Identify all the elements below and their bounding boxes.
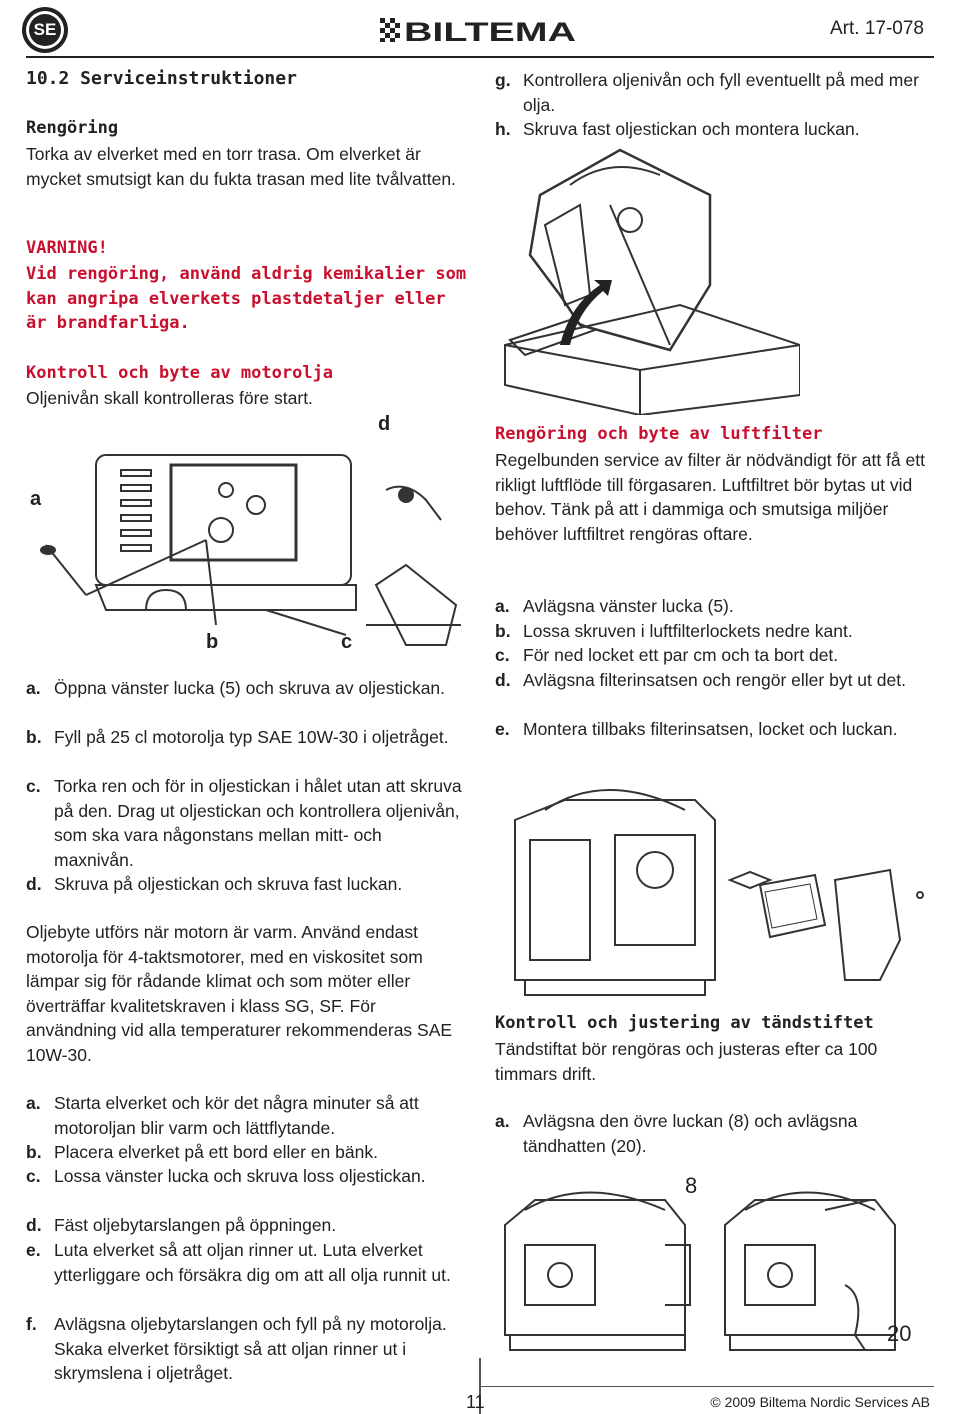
oil-check-figure xyxy=(26,410,466,660)
oil-change-step: c. Lossa vänster lucka och skruva loss oljestickan. xyxy=(26,1166,426,1186)
header-rule xyxy=(26,56,934,58)
fig-label-8: 8 xyxy=(685,1173,698,1198)
fig-label-a: a xyxy=(30,488,42,510)
airfilter-text: Regelbunden service av filter är nödvändigt för att få ett rikligt luftflöde till förgasaren. Luftfiltret bör bytas ut vid behov. Tänk på att i dammiga och smutsiga miljöer behöver luftfiltret rengöras oftare. xyxy=(495,450,925,544)
oil-step: b. Fyll på 25 cl motorolja typ SAE 10W-30 i oljetråget. xyxy=(26,727,449,747)
copyright: © 2009 Biltema Nordic Services AB xyxy=(710,1394,930,1410)
fig-label-20: 20 xyxy=(887,1321,912,1346)
airfilter-step: a. Avlägsna vänster lucka (5). xyxy=(495,596,734,616)
sparkplug-step: a. Avlägsna den övre luckan (8) och avlägsna tändhatten (20). xyxy=(495,1111,858,1156)
cleaning-text: Torka av elverket med en torr trasa. Om elverket är mycket smutsigt kan du fukta trasan med lite tvålvatten. xyxy=(26,144,456,189)
oil-change-text: Oljebyte utförs när motorn är varm. Använd endast motorolja för 4-taktsmotorer, med en viskositet som lämpar sig för rådande klimat och som möter eller överträffar kvalitetskraven i klass SG, SF. För användning vid alla temperaturer rekommenderas SAE 10W-30. xyxy=(26,922,453,1065)
page-number: 11 xyxy=(466,1392,485,1412)
oil-heading: Kontroll och byte av motorolja xyxy=(26,363,334,383)
oil-step: d. Skruva på oljestickan och skruva fast luckan. xyxy=(26,874,403,894)
oil-step: h. Skruva fast oljestickan och montera luckan. xyxy=(495,119,860,139)
airfilter-step: d. Avlägsna filterinsatsen och rengör eller byt ut det. xyxy=(495,670,906,690)
oil-intro: Oljenivån skall kontrolleras före start. xyxy=(26,388,313,408)
fig-label-d: d xyxy=(378,413,391,435)
airfilter-step: c. För ned locket ett par cm och ta bort det. xyxy=(495,645,839,665)
warning-text: Vid rengöring, använd aldrig kemikalier som kan angripa elverkets plastdetaljer eller är brandfarliga. xyxy=(26,264,467,334)
oil-change-step: f. Avlägsna oljebytarslangen och fyll på ny motorolja. Skaka elverket försiktigt så att oljan rinner ut i skrymslena i oljetråget. xyxy=(26,1314,447,1384)
fig-label-c: c xyxy=(341,631,353,653)
header xyxy=(0,0,960,62)
biltema-logo-icon xyxy=(380,16,580,44)
article-number: Art. 17-078 xyxy=(830,18,924,39)
footer-rule xyxy=(480,1386,934,1387)
sparkplug-heading: Kontroll och justering av tändstiftet xyxy=(495,1013,874,1033)
oil-step: a. Öppna vänster lucka (5) och skruva av oljestickan. xyxy=(26,678,446,698)
airfilter-step: b. Lossa skruven i luftfilterlockets nedre kant. xyxy=(495,621,853,641)
oil-step: g. Kontrollera oljenivån och fyll eventuellt på med mer olja. xyxy=(495,70,919,115)
language-label: SE xyxy=(33,20,57,39)
oil-change-step: b. Placera elverket på ett bord eller en bänk. xyxy=(26,1142,378,1162)
svg-text:BILTEMA: BILTEMA xyxy=(404,17,576,44)
sparkplug-figure xyxy=(495,1165,935,1365)
airfilter-heading: Rengöring och byte av luftfilter xyxy=(495,424,823,444)
oil-change-step: a. Starta elverket och kör det några minuter så att motoroljan blir varm och lättflytande. xyxy=(26,1093,419,1138)
tilted-generator-figure xyxy=(500,145,800,415)
fig-label-b: b xyxy=(206,631,219,653)
oil-change-step: d. Fäst oljebytarslangen på öppningen. xyxy=(26,1215,337,1235)
cleaning-heading: Rengöring xyxy=(26,118,119,138)
oil-change-step: e. Luta elverket så att oljan rinner ut. Luta elverket ytterliggare och försäkra dig om att all olja runnit ut. xyxy=(26,1240,451,1285)
airfilter-step: e. Montera tillbaks filterinsatsen, locket och luckan. xyxy=(495,719,898,739)
oil-step: c. Torka ren och för in oljestickan i hålet utan att skruva på den. Drag ut oljestickan och kontrollera oljenivån, som ska vara någonstans mellan mitt- och maxnivån. xyxy=(26,776,462,870)
section-title: 10.2 Serviceinstruktioner xyxy=(26,68,297,89)
sparkplug-text: Tändstiftat bör rengöras och justeras efter ca 100 timmars drift. xyxy=(495,1039,878,1084)
airfilter-figure xyxy=(505,780,935,1000)
warning-heading: VARNING! xyxy=(26,238,108,258)
